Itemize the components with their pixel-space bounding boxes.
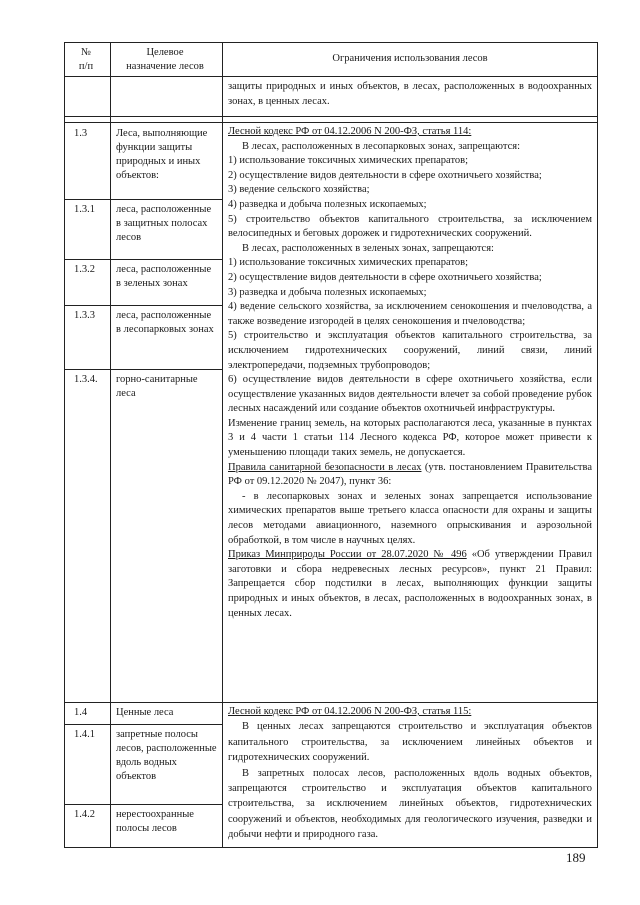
row-num: 1.3.3: [74, 310, 95, 321]
row-purpose: нерестоохранные полосы лесов: [116, 809, 194, 834]
row-purpose: Леса, выполняющие функции защиты природных и иных объектов:: [116, 128, 208, 181]
law-reference-paragraph: [228, 548, 592, 621]
paragraph: - в лесопарковых зонах и зеленых зонах запрещается использование химических препаратов выше третьего класса опасности для охраны и защиты лесов методами авиационного, наземного опрыскивания и аэрозольной обработкой, в том числе в научных целях.: [228, 490, 592, 546]
row-purpose: Ценные леса: [116, 707, 174, 718]
list-item: 5) строительство объектов капитального строительства, за исключением велосипедных и беговых дорожек и гидротехнических сооружений.: [228, 213, 592, 240]
list-item: 5) строительство и эксплуатация объектов капитального строительства, за исключением гидротехнических сооружений, линий связи, линий электропередачи, подземных трубопроводов;: [228, 330, 592, 371]
row-purpose: леса, расположенные в зеленых зонах: [116, 264, 212, 289]
row-1-3-3: [64, 305, 222, 370]
row-num: 1.3.1: [74, 204, 95, 215]
paragraph: В лесах, расположенных в зеленых зонах, запрещаются:: [242, 242, 494, 254]
row-num: 1.3.4.: [74, 374, 98, 385]
table-header-row: [64, 42, 598, 77]
row-num: 1.4: [74, 707, 88, 718]
row-1-4-2: [64, 804, 222, 848]
list-item: 1) использование токсичных химических препаратов;: [228, 155, 469, 167]
row-num: 1.4.2: [74, 809, 95, 820]
list-item: 2) осуществление видов деятельности в сфере охотничьего хозяйства;: [228, 271, 542, 283]
row-num: 1.3: [74, 128, 88, 139]
page-number: 189: [566, 850, 586, 865]
row-purpose: запретные полосы лесов, расположенные вдоль водных объектов: [116, 729, 217, 782]
row-num: 1.3.2: [74, 264, 95, 275]
row-purpose: леса, расположенные в лесопарковых зонах: [116, 310, 214, 335]
law-reference: Лесной кодекс РФ от 04.12.2006 N 200-ФЗ, статья 114:: [228, 126, 472, 137]
header-purpose: Целевое назначение лесов: [126, 47, 204, 72]
law-reference: Лесной кодекс РФ от 04.12.2006 N 200-ФЗ, статья 115:: [228, 706, 472, 717]
law-link: Приказ Минприроды России от 28.07.2020 № 496: [228, 549, 467, 561]
section-1-4-restrictions: [228, 704, 592, 843]
paragraph: В запретных полосах лесов, расположенных вдоль водных объектов, запрещаются строительство и эксплуатация объектов капитального строительства, за исключением линейных объектов, гидротехнических сооружений и объектов, необходимых для геологического изучения, разведки и добычи нефти и природного газа.: [228, 767, 592, 841]
paragraph: Изменение границ земель, на которых располагаются леса, указанные в пунктах 3 и 4 части 1 статьи 114 Лесного кодекса РФ, которое может привести к уменьшению площади таких земель, не допускается.: [228, 417, 592, 459]
row-1-3-2: [64, 259, 222, 306]
row-purpose: горно-санитарные леса: [116, 374, 198, 399]
list-item: 2) осуществление видов деятельности в сфере охотничьего хозяйства;: [228, 169, 542, 181]
continuation-text: защиты природных и иных объектов, в лесах, расположенных в водоохранных зонах, в ценных лесах.: [228, 81, 592, 107]
list-item: 6) осуществление видов деятельности в сфере охотничьего хозяйства, если осуществление указанных видов деятельности влечет за собой проведение рубок лесных насаждений или создание объектов охотничьей инфраструктуры.: [228, 374, 592, 415]
row-purpose: леса, расположенные в защитных полосах лесов: [116, 204, 212, 243]
paragraph: В лесах, расположенных в лесопарковых зонах, запрещаются:: [242, 140, 520, 152]
continuation-row: [64, 76, 598, 117]
header-restrictions: Ограничения использования лесов: [332, 53, 488, 64]
law-text: «Об утверждении Правил заготовки и сбора недревесных лесных ресурсов», пункт 21 Правил: Запрещается сбор подстилки в лесах, выполняющих функции защиты природных и иных объектов, в лесах, расположенных в водоохранных зонах, в ценных лесах.: [228, 549, 592, 619]
section-1-3-restrictions: [228, 125, 592, 621]
law-text: (утв. постановлением Правительства РФ от 09.12.2020 № 2047), пункт 36:: [228, 461, 592, 488]
row-1-4: [64, 702, 222, 725]
list-item: 4) разведка и добыча полезных ископаемых;: [228, 198, 427, 210]
law-reference-paragraph: [228, 461, 592, 490]
row-1-4-1: [64, 724, 222, 805]
list-item: 3) разведка и добыча полезных ископаемых;: [228, 286, 427, 298]
list-item: 3) ведение сельского хозяйства;: [228, 184, 370, 196]
row-1-3-4: [64, 369, 222, 703]
row-num: 1.4.1: [74, 729, 95, 740]
list-item: 1) использование токсичных химических препаратов;: [228, 257, 469, 269]
row-1-3: [64, 123, 222, 200]
law-link: Правила санитарной безопасности в лесах: [228, 461, 422, 473]
header-num: № п/п: [78, 47, 94, 72]
list-item: 4) ведение сельского хозяйства, за исключением сенокошения и пчеловодства, а также возведение изгородей в целях сенокошения и пчеловодства;: [228, 301, 592, 327]
row-1-3-1: [64, 199, 222, 260]
paragraph: В ценных лесах запрещаются строительство и эксплуатация объектов капитального строительства, за исключением линейных объектов и гидротехнических сооружений.: [228, 721, 592, 764]
